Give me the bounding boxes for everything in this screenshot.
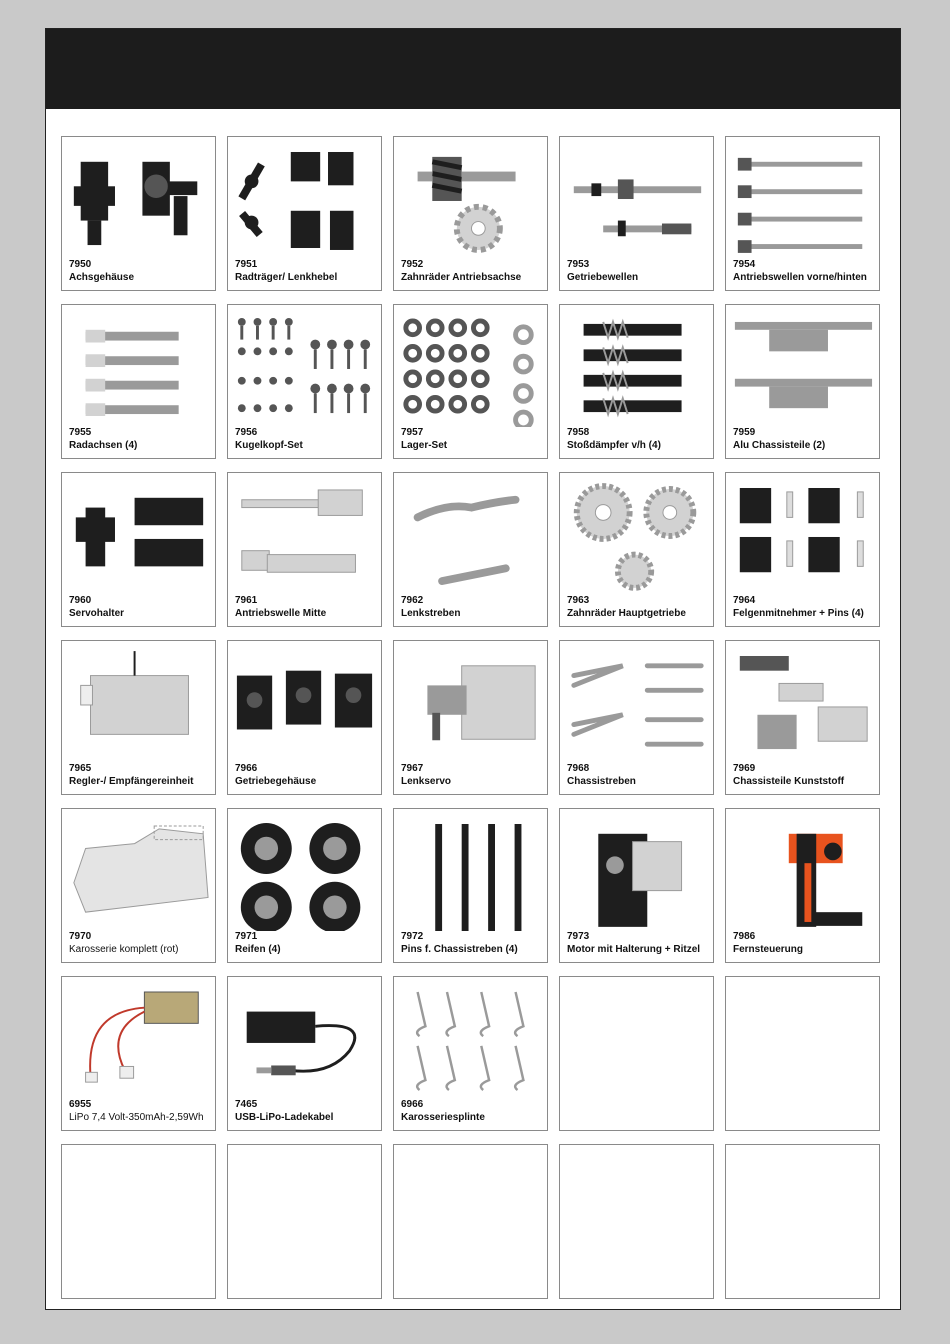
part-number: 7967 [401, 763, 424, 774]
part-name: Reifen (4) [235, 944, 281, 955]
servo-holder-icon [66, 477, 211, 595]
body-shell-icon [66, 813, 211, 931]
steering-servo-icon [398, 645, 543, 763]
part-card [559, 472, 714, 627]
tires-icon [232, 813, 377, 931]
part-name: USB-LiPo-Ladekabel [235, 1112, 334, 1123]
part-card [61, 976, 216, 1131]
part-name: Radachsen (4) [69, 440, 138, 451]
usb-charger-icon [232, 981, 377, 1099]
part-name: Pins f. Chassistreben (4) [401, 944, 518, 955]
parts-sheet [45, 28, 901, 1310]
part-card [393, 304, 548, 459]
part-number: 7465 [235, 1099, 258, 1110]
part-card [61, 640, 216, 795]
part-number: 7973 [567, 931, 590, 942]
wheel-carrier-icon [232, 141, 377, 259]
empty-part-card [559, 976, 714, 1131]
part-card [559, 640, 714, 795]
part-name: Zahnräder Hauptgetriebe [567, 608, 686, 619]
part-number: 7951 [235, 259, 258, 270]
shock-absorbers-icon [564, 309, 709, 427]
empty-part-card [725, 976, 880, 1131]
pins-icon [398, 813, 543, 931]
alu-chassis-icon [730, 309, 875, 427]
part-card [61, 136, 216, 291]
lipo-battery-icon [66, 981, 211, 1099]
chassis-links-icon [564, 645, 709, 763]
part-number: 6955 [69, 1099, 92, 1110]
part-card [61, 808, 216, 963]
part-card [725, 472, 880, 627]
part-card [725, 304, 880, 459]
part-name: Karosserie komplett (rot) [69, 944, 179, 955]
part-name: Zahnräder Antriebsachse [401, 272, 522, 283]
axle-housing-icon [66, 141, 211, 259]
part-name: Antriebswelle Mitte [235, 608, 327, 619]
transmitter-icon [730, 813, 875, 931]
parts-grid [61, 136, 880, 1299]
part-name: LiPo 7,4 Volt-350mAh-2,59Wh [69, 1112, 204, 1123]
empty-part-card [725, 1144, 880, 1299]
part-card [227, 472, 382, 627]
bearing-set-icon [398, 309, 543, 427]
part-name: Fernsteuerung [733, 944, 804, 955]
drive-shafts-icon [730, 141, 875, 259]
part-number: 7955 [69, 427, 92, 438]
part-number: 7956 [235, 427, 258, 438]
part-card [393, 976, 548, 1131]
header-bar [46, 29, 900, 109]
part-card [725, 640, 880, 795]
part-number: 7964 [733, 595, 756, 606]
part-name: Kugelkopf-Set [235, 440, 303, 451]
part-name: Lenkstreben [401, 608, 461, 619]
part-number: 7972 [401, 931, 424, 942]
motor-icon [564, 813, 709, 931]
part-name: Lager-Set [401, 440, 448, 451]
part-name: Chassisteile Kunststoff [733, 776, 845, 787]
part-name: Getriebewellen [567, 272, 639, 283]
part-number: 7960 [69, 595, 92, 606]
center-drive-shaft-icon [232, 477, 377, 595]
part-number: 7950 [69, 259, 92, 270]
part-number: 7970 [69, 931, 92, 942]
gearbox-housing-icon [232, 645, 377, 763]
part-number: 7986 [733, 931, 756, 942]
receiver-unit-icon [66, 645, 211, 763]
body-clips-icon [398, 981, 543, 1099]
part-card [559, 808, 714, 963]
part-number: 7958 [567, 427, 590, 438]
part-card [725, 136, 880, 291]
part-card [61, 472, 216, 627]
part-name: Felgenmitnehmer + Pins (4) [733, 608, 864, 619]
part-card [559, 136, 714, 291]
wheel-axles-icon [66, 309, 211, 427]
part-card [227, 976, 382, 1131]
part-number: 7959 [733, 427, 756, 438]
part-card [393, 640, 548, 795]
part-name: Regler-/ Empfängereinheit [69, 776, 194, 787]
part-number: 6966 [401, 1099, 424, 1110]
gearbox-shafts-icon [564, 141, 709, 259]
part-name: Chassistreben [567, 776, 636, 787]
part-number: 7971 [235, 931, 258, 942]
empty-part-card [393, 1144, 548, 1299]
part-card [393, 472, 548, 627]
part-card [227, 640, 382, 795]
empty-part-card [227, 1144, 382, 1299]
part-name: Alu Chassisteile (2) [733, 440, 826, 451]
part-number: 7962 [401, 595, 424, 606]
part-card [227, 304, 382, 459]
part-number: 7953 [567, 259, 590, 270]
part-card [725, 808, 880, 963]
part-number: 7968 [567, 763, 590, 774]
part-number: 7954 [733, 259, 756, 270]
part-number: 7966 [235, 763, 258, 774]
part-card [393, 136, 548, 291]
part-card [61, 304, 216, 459]
part-number: 7957 [401, 427, 424, 438]
wheel-hex-icon [730, 477, 875, 595]
steering-links-icon [398, 477, 543, 595]
part-number: 7965 [69, 763, 92, 774]
part-card [227, 808, 382, 963]
drive-axle-gears-icon [398, 141, 543, 259]
part-card [227, 136, 382, 291]
ball-head-set-icon [232, 309, 377, 427]
part-name: Achsgehäuse [69, 272, 135, 283]
part-name: Antriebswellen vorne/hinten [733, 272, 867, 283]
part-number: 7952 [401, 259, 424, 270]
part-name: Lenkservo [401, 776, 452, 787]
part-name: Karosseriesplinte [401, 1112, 485, 1123]
empty-part-card [559, 1144, 714, 1299]
part-name: Servohalter [69, 608, 125, 619]
main-gears-icon [564, 477, 709, 595]
empty-part-card [61, 1144, 216, 1299]
part-name: Motor mit Halterung + Ritzel [567, 944, 701, 955]
plastic-chassis-parts-icon [730, 645, 875, 763]
part-name: Radträger/ Lenkhebel [235, 272, 338, 283]
part-card [393, 808, 548, 963]
part-number: 7969 [733, 763, 756, 774]
part-name: Stoßdämpfer v/h (4) [567, 440, 661, 451]
part-number: 7963 [567, 595, 590, 606]
part-card [559, 304, 714, 459]
part-number: 7961 [235, 595, 258, 606]
part-name: Getriebegehäuse [235, 776, 317, 787]
